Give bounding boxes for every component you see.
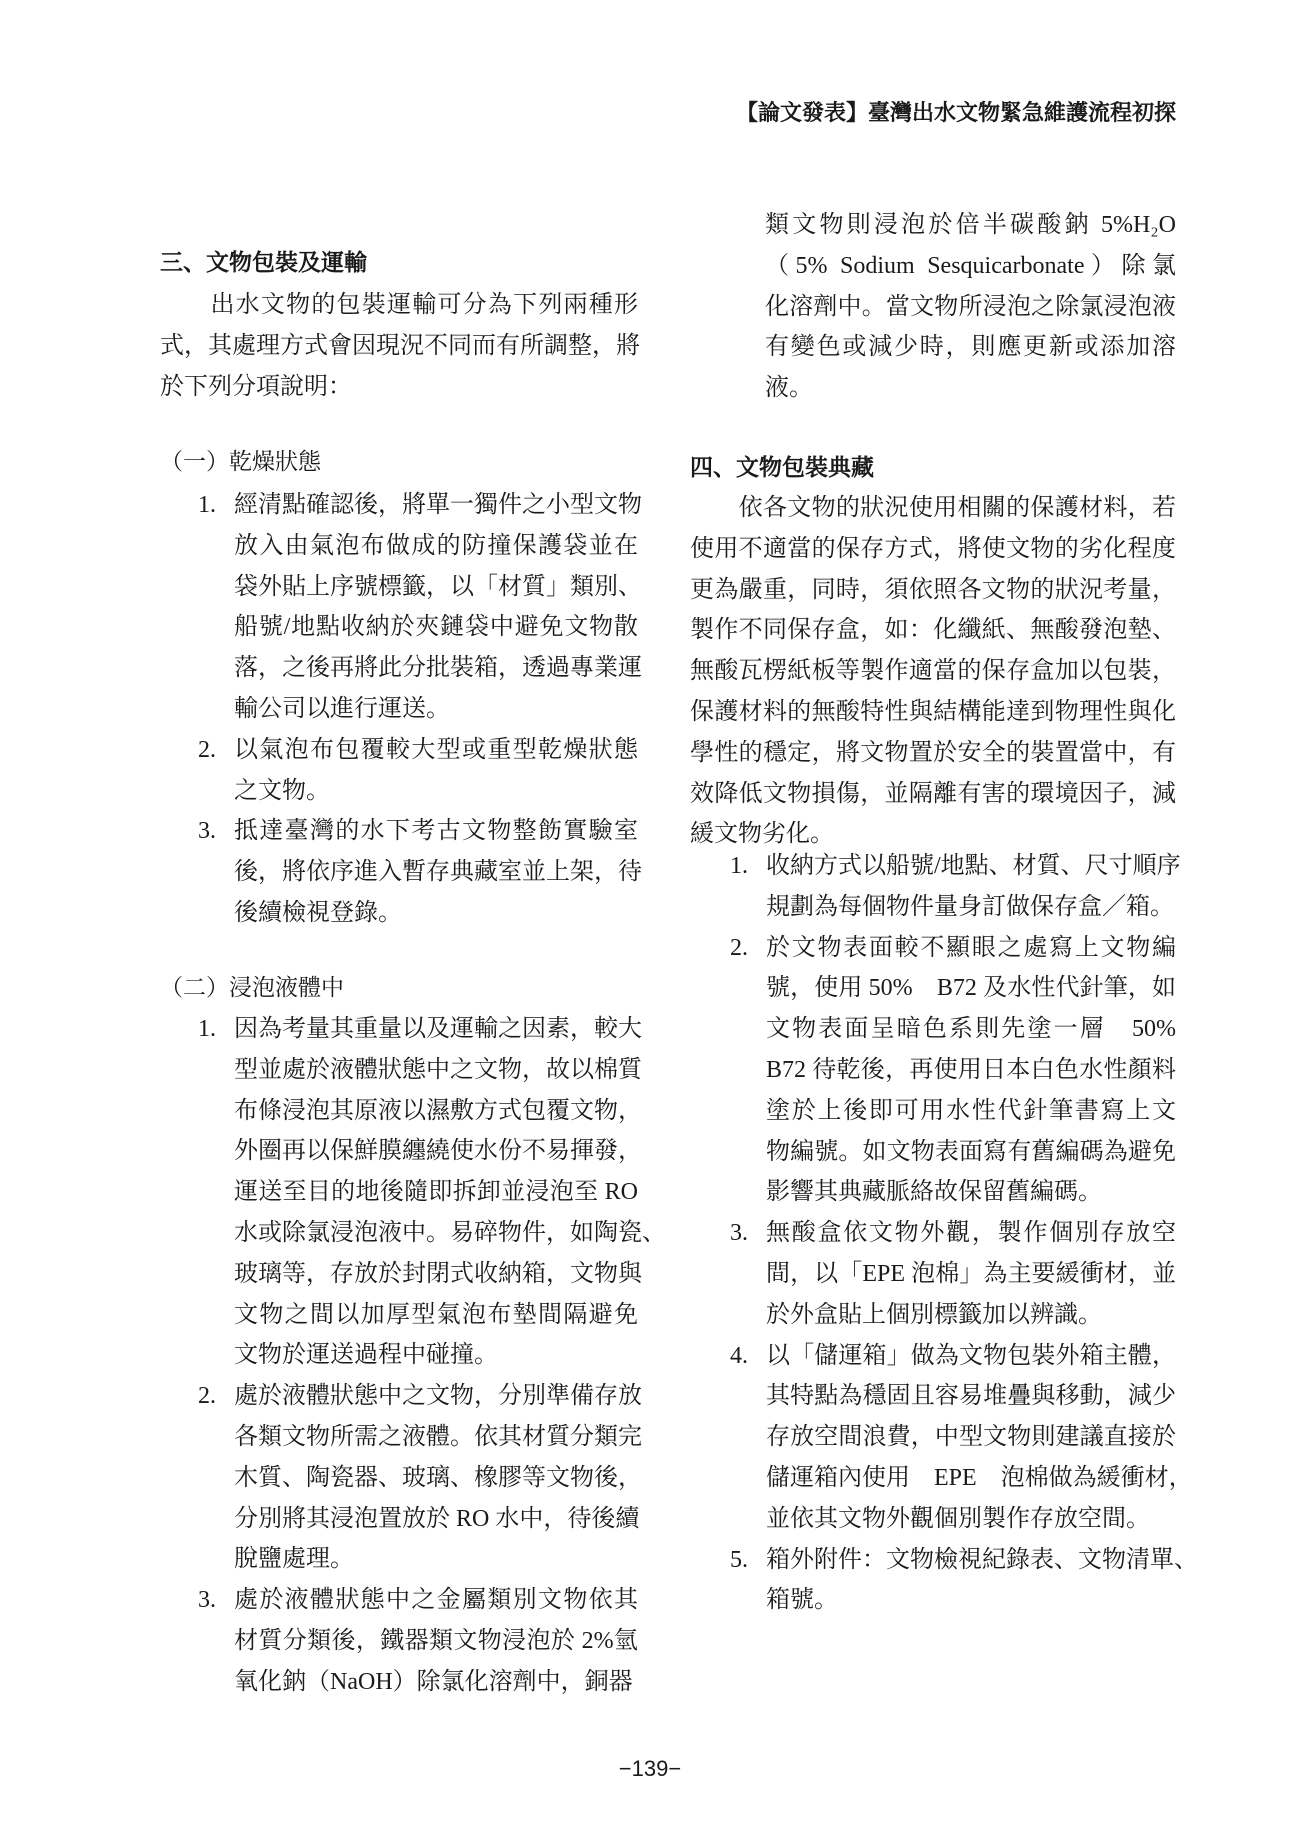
text-line: 依各文物的狀況使用相關的保護材料，若 xyxy=(690,495,1176,521)
text-line: 製作不同保存盒，如：化纖紙、無酸發泡墊、 xyxy=(690,617,1176,644)
list-item xyxy=(730,846,1181,928)
text-line: 箱外附件：文物檢視紀錄表、文物清單、 xyxy=(766,1546,1198,1573)
text-line: 輸公司以進行運送。 xyxy=(234,695,450,722)
text-line: 各類文物所需之液體。依其材質分類完 xyxy=(234,1423,642,1450)
subsection-dry-heading: （一）乾燥狀態 xyxy=(160,448,321,474)
section-3-intro xyxy=(160,285,638,407)
list-item xyxy=(198,1580,638,1702)
text-line: 玻璃等，存放於封閉式收納箱，文物與 xyxy=(234,1260,642,1287)
text-line: 之文物。 xyxy=(234,777,330,804)
text-line: 有變色或減少時，則應更新或添加溶 xyxy=(765,334,1176,361)
text-line: 分別將其浸泡置放於 RO 水中，待後續 xyxy=(234,1505,640,1532)
text-line: 後，將依序進入暫存典藏室並上架，待 xyxy=(234,859,642,886)
list-number: 3. xyxy=(198,1587,216,1614)
text-line: 經清點確認後，將單一獨件之小型文物 xyxy=(234,492,642,518)
text-line: 氧化鈉（NaOH）除氯化溶劑中，銅器 xyxy=(234,1668,633,1695)
running-header: 【論文發表】臺灣出水文物緊急維護流程初探 xyxy=(735,100,1176,125)
list-item xyxy=(730,1540,1198,1622)
text-line: 緩文物劣化。 xyxy=(690,821,834,848)
list-item xyxy=(198,730,638,812)
text-line: 放入由氣泡布做成的防撞保護袋並在 xyxy=(234,532,638,559)
list-number: 1. xyxy=(198,492,216,518)
text-line: 於外盒貼上個別標籤加以辨識。 xyxy=(766,1301,1102,1328)
list-number: 1. xyxy=(730,853,748,879)
text-line: 落，之後再將此分批裝箱，透過專業運 xyxy=(234,655,642,682)
text-line: 文物於運送過程中碰撞。 xyxy=(234,1342,498,1369)
section-4-heading: 四、文物包裝典藏 xyxy=(690,454,874,480)
text-line: 外圈再以保鮮膜纏繞使水份不易揮發， xyxy=(234,1138,642,1165)
text-line: 脫鹽處理。 xyxy=(234,1546,354,1573)
list-number: 4. xyxy=(730,1342,748,1369)
text-line: 號，使用 50% B72 及水性代針筆，如 xyxy=(766,975,1176,1002)
text-line: 後續檢視登錄。 xyxy=(234,899,402,926)
section-3-heading: 三、文物包裝及運輸 xyxy=(160,249,367,275)
text-line: 間，以「EPE 泡棉」為主要緩衝材，並 xyxy=(766,1260,1176,1287)
list-number: 5. xyxy=(730,1546,748,1573)
text-line: 材質分類後，鐵器類文物浸泡於 2%氫 xyxy=(234,1627,638,1654)
liquid-list xyxy=(198,1009,666,1703)
text-line: 文物表面呈暗色系則先塗一層 50% xyxy=(766,1016,1176,1043)
text-line: 以氣泡布包覆較大型或重型乾燥狀態 xyxy=(234,736,638,763)
text-line: 物編號。如文物表面寫有舊編碼為避免 xyxy=(766,1138,1176,1165)
text-line: 水或除氯浸泡液中。易碎物件，如陶瓷、 xyxy=(234,1219,666,1246)
text-line: 並依其文物外觀個別製作存放空間。 xyxy=(766,1505,1150,1532)
text-line: 於文物表面較不顯眼之處寫上文物編 xyxy=(766,934,1176,961)
text-line: 塗於上後即可用水性代針筆書寫上文 xyxy=(766,1097,1176,1124)
dry-list xyxy=(198,485,642,934)
text-line: 文物之間以加厚型氣泡布墊間隔避免 xyxy=(234,1301,638,1328)
text-line: 規劃為每個物件量身訂做保存盒／箱。 xyxy=(766,893,1174,920)
list-number: 2. xyxy=(730,934,748,961)
list-number: 1. xyxy=(198,1016,216,1042)
text-line: 無酸盒依文物外觀，製作個別存放空 xyxy=(766,1220,1176,1247)
list-item xyxy=(198,485,642,730)
text-line: 其特點為穩固且容易堆疊與移動，減少 xyxy=(766,1383,1176,1410)
text-line: 布條浸泡其原液以濕敷方式包覆文物， xyxy=(234,1097,642,1124)
list-number: 3. xyxy=(730,1220,748,1247)
text-line: 於下列分項說明： xyxy=(160,373,352,400)
storage-list xyxy=(730,846,1198,1621)
page-number: −139− xyxy=(618,1756,682,1781)
section-4-intro xyxy=(690,488,1176,855)
text-line: 無酸瓦楞紙板等製作適當的保存盒加以包裝， xyxy=(690,658,1176,685)
list-item xyxy=(198,1376,642,1580)
list-number: 2. xyxy=(198,736,216,763)
subsection-liquid-heading: （二）浸泡液體中 xyxy=(160,974,344,1000)
text-line: 使用不適當的保存方式，將使文物的劣化程度 xyxy=(690,535,1176,562)
text-line: 存放空間浪費，中型文物則建議直接於 xyxy=(766,1424,1176,1451)
text-line: 出水文物的包裝運輸可分為下列兩種形 xyxy=(160,292,638,318)
list-number: 3. xyxy=(198,818,216,845)
text-line: 袋外貼上序號標籤，以「材質」類別、 xyxy=(234,573,642,600)
text-line: 船號/地點收納於夾鏈袋中避免文物散 xyxy=(234,614,638,641)
text-line: 影響其典藏脈絡故保留舊編碼。 xyxy=(766,1179,1102,1206)
text-line: （5% Sodium Sesquicarbonate）除氯 xyxy=(765,252,1176,279)
text-line: 式，其處理方式會因現況不同而有所調整，將 xyxy=(160,332,640,359)
list-item xyxy=(730,1213,1176,1335)
text-line: 保護材料的無酸特性與結構能達到物理性與化 xyxy=(690,698,1176,725)
list-item xyxy=(198,811,642,933)
list-item xyxy=(730,928,1176,1214)
text-line: 收納方式以船號/地點、材質、尺寸順序 xyxy=(766,853,1181,879)
text-line: B72 待乾後，再使用日本白色水性顏料 xyxy=(766,1056,1176,1083)
text-line: 液。 xyxy=(765,375,813,402)
list-number: 2. xyxy=(198,1383,216,1410)
list-item xyxy=(730,1336,1193,1540)
text-line: 因為考量其重量以及運輸之因素，較大 xyxy=(234,1016,642,1042)
text-line: 儲運箱內使用 EPE 泡棉做為緩衝材， xyxy=(766,1464,1193,1491)
text-line: 箱號。 xyxy=(766,1587,838,1614)
text-line: 以「儲運箱」做為文物包裝外箱主體， xyxy=(766,1342,1176,1369)
text-line: 學性的穩定，將文物置於安全的裝置當中，有 xyxy=(690,739,1176,766)
text-line: 抵達臺灣的水下考古文物整飭實驗室 xyxy=(234,818,638,845)
text-line: 處於液體狀態中之金屬類別文物依其 xyxy=(234,1587,638,1614)
text-line: 化溶劑中。當文物所浸泡之除氯浸泡液 xyxy=(765,293,1176,320)
text-line: 處於液體狀態中之文物，分別準備存放 xyxy=(234,1383,642,1410)
list-item xyxy=(198,1009,666,1376)
text-line: 木質、陶瓷器、玻璃、橡膠等文物後， xyxy=(234,1464,642,1491)
text-line: 效降低文物損傷，並隔離有害的環境因子，減 xyxy=(690,780,1176,807)
text-line: 類文物則浸泡於倍半碳酸鈉 5%H₂O xyxy=(765,212,1176,238)
text-line: 更為嚴重，同時，須依照各文物的狀況考量， xyxy=(690,576,1176,603)
continued-text xyxy=(765,205,1176,409)
text-line: 型並處於液體狀態中之文物，故以棉質 xyxy=(234,1056,642,1083)
text-line: 運送至目的地後隨即拆卸並浸泡至 RO xyxy=(234,1179,638,1206)
